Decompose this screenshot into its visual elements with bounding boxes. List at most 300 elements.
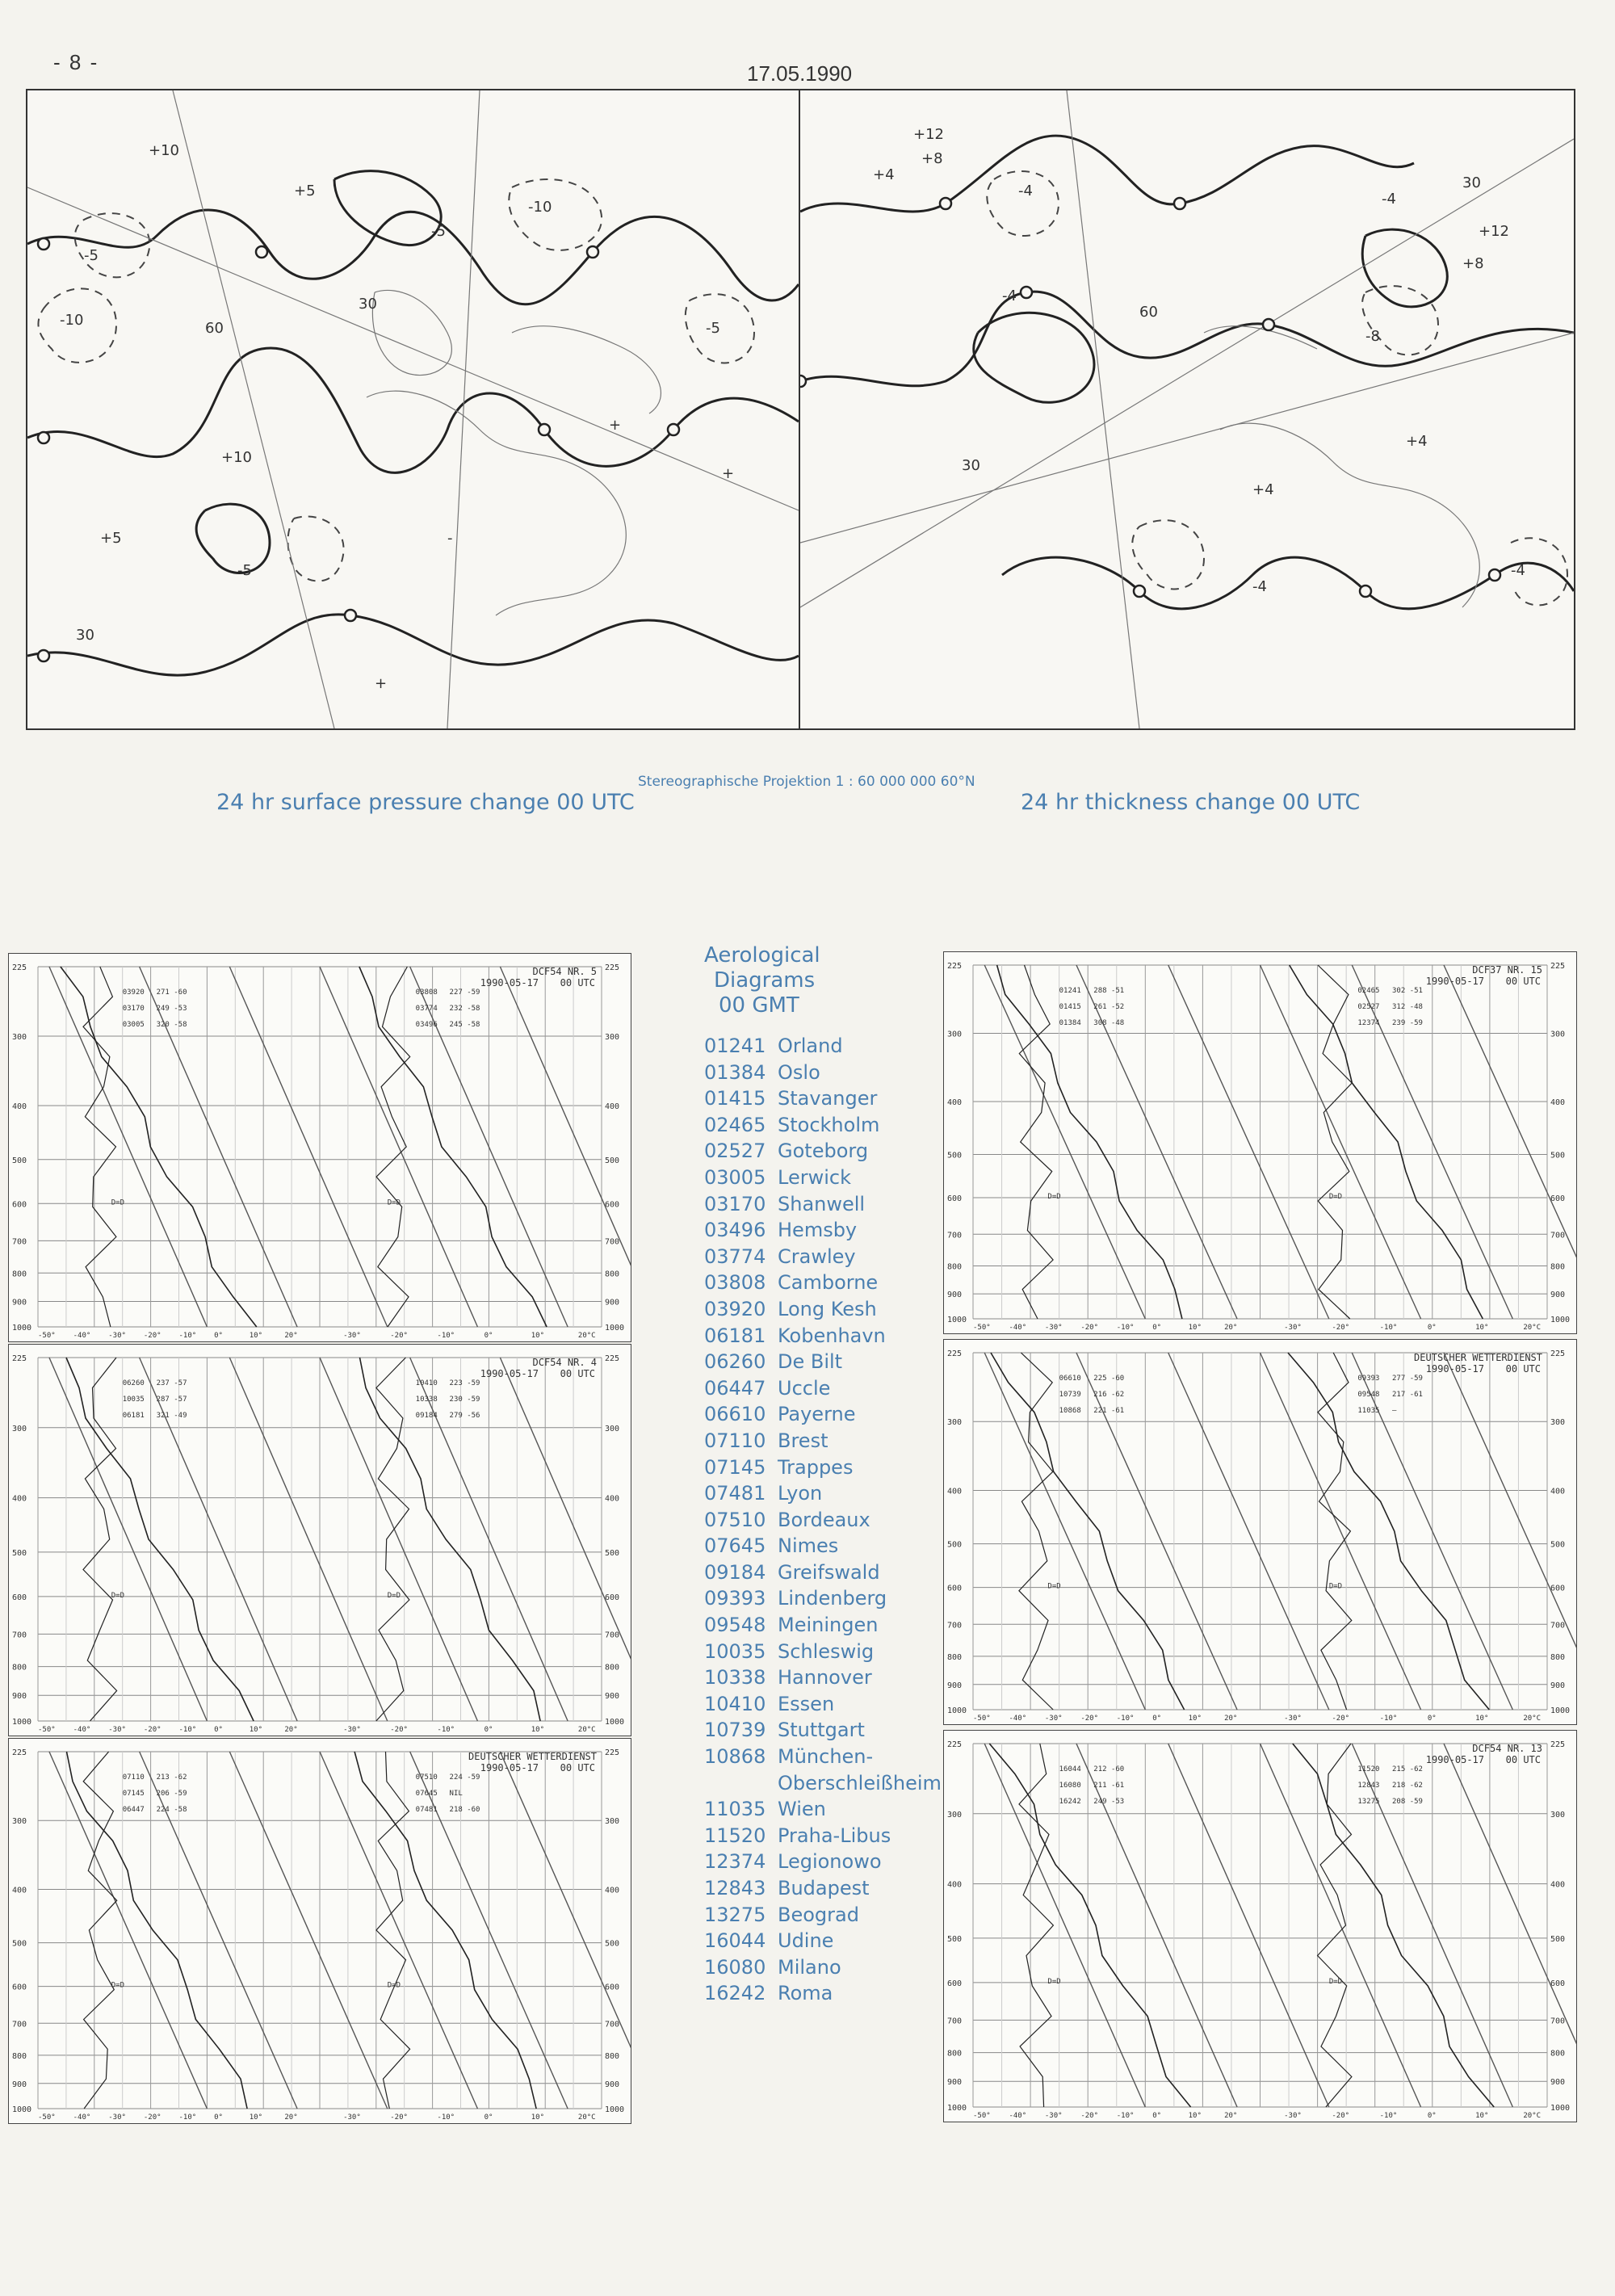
pressure-level-label: 700 xyxy=(12,2020,27,2029)
pressure-level-label: 900 xyxy=(605,1298,620,1308)
pressure-level-label: 300 xyxy=(947,1810,963,1820)
pressure-level-label: 1000 xyxy=(605,1324,625,1333)
station-row xyxy=(704,1428,946,1454)
pressure-level-label: 900 xyxy=(947,1681,963,1690)
station-name: Greifswald xyxy=(778,1560,880,1584)
svg-text:60: 60 xyxy=(205,320,224,337)
station-value-label: 287 -57 xyxy=(156,1396,187,1404)
temperature-label: 20° xyxy=(284,1332,298,1340)
temperature-label: 10° xyxy=(1475,1715,1489,1723)
temperature-label: -50° xyxy=(38,1332,56,1340)
temperature-label: -30° xyxy=(343,1332,361,1340)
station-code-label: 10739 xyxy=(1059,1391,1081,1399)
svg-text:+5: +5 xyxy=(294,183,316,199)
pressure-level-label: 700 xyxy=(605,2020,620,2029)
station-value-label: 308 -48 xyxy=(1093,1019,1125,1027)
station-code: 03774 xyxy=(704,1245,766,1268)
station-name: Nimes xyxy=(778,1534,839,1558)
station-code-label: 03496 xyxy=(415,1021,438,1029)
pressure-level-label: 800 xyxy=(947,1652,963,1662)
diagram-date: 1990-05-17 xyxy=(1425,976,1484,987)
station-value-label: — xyxy=(1392,1407,1397,1415)
pressure-level-label: 225 xyxy=(947,962,963,971)
dew-point-label: D=D xyxy=(111,1981,125,1990)
station-code-label: 12374 xyxy=(1357,1019,1380,1027)
station-code: 06181 xyxy=(704,1324,766,1347)
dew-point-label: D=D xyxy=(111,1592,125,1600)
station-code: 07645 xyxy=(704,1534,766,1558)
station-value-label: 249 -53 xyxy=(1093,1798,1125,1806)
temperature-label: 10° xyxy=(1188,2112,1202,2120)
station-name: Stavanger xyxy=(778,1087,878,1110)
station-value-label: 237 -57 xyxy=(156,1379,187,1387)
pressure-level-label: 400 xyxy=(947,1880,963,1890)
temperature-label: -10° xyxy=(178,1726,197,1734)
temperature-label: -30° xyxy=(1284,1715,1302,1723)
pressure-level-label: 900 xyxy=(947,2078,963,2088)
temperature-label: -10° xyxy=(1116,1324,1135,1332)
station-row xyxy=(704,1612,946,1639)
aerological-diagram-5 xyxy=(943,1339,1577,1725)
svg-text:-4: -4 xyxy=(1511,562,1525,579)
pressure-level-label: 800 xyxy=(605,2051,620,2061)
pressure-level-label: 500 xyxy=(1550,1934,1566,1944)
temperature-label: -20° xyxy=(143,2113,162,2122)
temperature-label: -50° xyxy=(973,1324,991,1332)
temperature-label: -10° xyxy=(1379,1715,1398,1723)
station-code: 13275 xyxy=(704,1903,766,1926)
pressure-level-label: 300 xyxy=(12,1033,27,1043)
diagram-date: 1990-05-17 xyxy=(480,1368,539,1379)
temperature-label: -20° xyxy=(1332,1324,1350,1332)
temperature-label: 20° xyxy=(284,2113,298,2122)
station-code-label: 03808 xyxy=(415,988,438,997)
svg-text:-4: -4 xyxy=(1252,578,1267,595)
pressure-level-label: 800 xyxy=(1550,1652,1566,1662)
station-row xyxy=(704,1138,946,1165)
diagram-date: 1990-05-17 xyxy=(480,977,539,988)
temperature-label: -10° xyxy=(1116,2112,1135,2120)
station-name: Roma xyxy=(778,1982,833,2005)
station-value-label: 206 -59 xyxy=(156,1790,187,1798)
station-row xyxy=(704,1875,946,1902)
pressure-level-label: 400 xyxy=(1550,1487,1566,1496)
pressure-level-label: 600 xyxy=(605,1593,620,1602)
dew-point-label: D=D xyxy=(387,1592,401,1600)
station-row xyxy=(704,1454,946,1481)
svg-text:30: 30 xyxy=(76,627,94,644)
diagram-date: 1990-05-17 xyxy=(480,1762,539,1773)
pressure-level-label: 1000 xyxy=(1550,1316,1571,1324)
station-code-label: 09548 xyxy=(1357,1391,1380,1399)
station-code xyxy=(704,1770,778,1797)
station-code-label: 06610 xyxy=(1059,1375,1081,1383)
station-code-label: 03774 xyxy=(415,1005,438,1013)
pressure-level-label: 400 xyxy=(1550,1098,1566,1107)
temperature-label: 20°C xyxy=(577,1332,596,1340)
surface-pressure-change-map xyxy=(26,89,800,730)
diagram-header: DEUTSCHER WETTERDIENST xyxy=(1414,1352,1542,1363)
pressure-level-label: 300 xyxy=(12,1424,27,1433)
pressure-level-label: 225 xyxy=(605,1748,620,1757)
station-code-label: 01415 xyxy=(1059,1003,1081,1011)
temperature-label: -10° xyxy=(437,2113,455,2122)
pressure-level-label: 300 xyxy=(605,1033,620,1043)
station-code: 07110 xyxy=(704,1429,766,1452)
svg-text:60: 60 xyxy=(1139,304,1158,321)
svg-text:+: + xyxy=(375,675,388,692)
svg-text:-10: -10 xyxy=(60,312,84,329)
pressure-level-label: 900 xyxy=(605,1692,620,1702)
pressure-level-label: 800 xyxy=(12,1663,27,1673)
station-value-label: NIL xyxy=(449,1790,463,1798)
station-code: 03808 xyxy=(704,1271,766,1295)
pressure-level-label: 225 xyxy=(605,963,620,972)
temperature-label: -20° xyxy=(1080,2112,1098,2120)
diagram-time-label: 00 UTC xyxy=(560,977,595,988)
temperature-label: -20° xyxy=(1080,1324,1098,1332)
svg-text:+4: +4 xyxy=(1252,481,1274,498)
station-name: Milano xyxy=(778,1955,841,1979)
temperature-label: -30° xyxy=(108,1726,126,1734)
temperature-label: -10° xyxy=(1379,1324,1398,1332)
station-row xyxy=(704,1375,946,1402)
pressure-level-label: 700 xyxy=(12,1631,27,1640)
svg-text:30: 30 xyxy=(359,296,377,313)
diagram-time-label: 00 UTC xyxy=(1505,1754,1541,1765)
station-code-label: 12843 xyxy=(1357,1782,1380,1790)
pressure-level-label: 900 xyxy=(12,1692,27,1702)
temperature-label: -40° xyxy=(73,1726,91,1734)
pressure-level-label: 1000 xyxy=(605,1718,625,1727)
temperature-label: -30° xyxy=(1044,1324,1063,1332)
pressure-level-label: 800 xyxy=(12,1270,27,1279)
station-name: Bordeaux xyxy=(778,1508,870,1531)
aerological-diagram-6 xyxy=(943,1730,1577,2122)
station-value-label: 321 -49 xyxy=(156,1412,187,1420)
temperature-label: 0° xyxy=(214,1726,223,1734)
pressure-level-label: 225 xyxy=(12,1354,27,1363)
pressure-level-label: 600 xyxy=(947,1584,963,1593)
dew-point-label: D=D xyxy=(111,1198,125,1207)
station-value-label: 261 -52 xyxy=(1093,1003,1125,1011)
station-row xyxy=(704,1928,946,1954)
temperature-label: 0° xyxy=(214,2113,223,2122)
temperature-label: -20° xyxy=(390,1726,408,1734)
station-value-label: 215 -62 xyxy=(1392,1765,1423,1773)
station-name: Wien xyxy=(778,1798,826,1821)
diagram-time-label: 00 UTC xyxy=(1505,976,1541,987)
thickness-change-map xyxy=(799,89,1575,730)
station-row xyxy=(704,1270,946,1296)
station-code: 12843 xyxy=(704,1877,766,1899)
station-name: Stockholm xyxy=(778,1113,880,1136)
surface-pressure-caption: 24 hr surface pressure change 00 UTC xyxy=(216,790,635,815)
station-row xyxy=(704,1480,946,1507)
temperature-label: 10° xyxy=(1475,2112,1489,2120)
station-name: Brest xyxy=(778,1429,828,1452)
temperature-label: 10° xyxy=(531,1332,545,1340)
station-code: 01415 xyxy=(704,1087,766,1110)
pressure-level-label: 225 xyxy=(1550,1349,1566,1358)
pressure-level-label: 500 xyxy=(12,1548,27,1558)
aerological-title xyxy=(704,943,946,1018)
station-value-label: 279 -56 xyxy=(449,1412,480,1420)
station-name: Budapest xyxy=(778,1877,870,1899)
station-row xyxy=(704,1033,946,1060)
pressure-level-label: 900 xyxy=(1550,1681,1566,1690)
station-code-label: 01384 xyxy=(1059,1019,1081,1027)
station-code: 02465 xyxy=(704,1113,766,1136)
pressure-level-label: 400 xyxy=(1550,1880,1566,1890)
station-row xyxy=(704,1507,946,1534)
station-code-label: 10338 xyxy=(415,1396,438,1404)
station-code: 10868 xyxy=(704,1745,766,1769)
station-code: 07145 xyxy=(704,1455,766,1479)
temperature-label: -50° xyxy=(973,2112,991,2120)
station-code-label: 10410 xyxy=(415,1379,438,1387)
pressure-level-label: 1000 xyxy=(947,1706,967,1715)
station-row xyxy=(704,1165,946,1191)
page-date: 17.05.1990 xyxy=(747,61,853,86)
temperature-label: -10° xyxy=(437,1726,455,1734)
diagram-date: 1990-05-17 xyxy=(1425,1754,1484,1765)
temperature-label: -50° xyxy=(38,1726,56,1734)
station-code: 03170 xyxy=(704,1192,766,1215)
station-name: De Bilt xyxy=(778,1350,843,1374)
diagram-header: DCF54 NR. 5 xyxy=(532,966,597,977)
temperature-label: -30° xyxy=(343,1726,361,1734)
station-name: Trappes xyxy=(778,1455,854,1479)
station-code-label: 06181 xyxy=(122,1412,145,1420)
svg-text:-: - xyxy=(447,530,453,547)
page-number: - 8 - xyxy=(53,50,99,74)
aerological-title-line1: Aerological xyxy=(704,943,820,968)
temperature-label: 20°C xyxy=(577,1726,596,1734)
pressure-level-label: 225 xyxy=(12,963,27,972)
temperature-label: 20°C xyxy=(1523,1324,1542,1332)
pressure-level-label: 500 xyxy=(947,1540,963,1550)
pressure-level-label: 400 xyxy=(947,1487,963,1496)
aerological-diagram-4 xyxy=(943,951,1577,1334)
aerological-title-line3: 00 GMT xyxy=(719,993,799,1018)
station-row xyxy=(704,1664,946,1691)
temperature-label: -20° xyxy=(143,1726,162,1734)
temperature-label: -40° xyxy=(1009,2112,1027,2120)
station-code: 09548 xyxy=(704,1614,766,1637)
station-code: 10035 xyxy=(704,1639,766,1663)
station-value-label: 218 -62 xyxy=(1392,1782,1423,1790)
temperature-label: -30° xyxy=(108,2113,126,2122)
station-name: Kobenhavn xyxy=(778,1324,886,1347)
pressure-level-label: 400 xyxy=(12,1102,27,1112)
pressure-level-label: 400 xyxy=(605,1886,620,1895)
station-code-label: 13275 xyxy=(1357,1798,1380,1806)
svg-text:+4: +4 xyxy=(873,166,895,183)
svg-text:-10: -10 xyxy=(528,199,552,216)
station-row xyxy=(704,1401,946,1428)
pressure-level-label: 300 xyxy=(1550,1030,1566,1039)
station-code-label: 01241 xyxy=(1059,987,1081,995)
pressure-level-label: 500 xyxy=(605,1548,620,1558)
station-row xyxy=(704,1744,946,1770)
station-code-label: 06260 xyxy=(122,1379,145,1387)
temperature-label: 0° xyxy=(484,2113,493,2122)
station-value-label: 211 -61 xyxy=(1093,1782,1125,1790)
temperature-label: 0° xyxy=(1152,1324,1162,1332)
pressure-level-label: 600 xyxy=(947,1979,963,1988)
temperature-label: -40° xyxy=(1009,1715,1027,1723)
svg-text:+: + xyxy=(609,417,622,434)
svg-text:-5: -5 xyxy=(84,247,99,264)
station-code-label: 11035 xyxy=(1357,1407,1380,1415)
temperature-label: 0° xyxy=(484,1726,493,1734)
pressure-level-label: 600 xyxy=(605,1983,620,1992)
pressure-level-label: 500 xyxy=(1550,1151,1566,1161)
pressure-level-label: 225 xyxy=(947,1740,963,1749)
svg-text:-5: -5 xyxy=(237,562,252,579)
svg-text:-5: -5 xyxy=(431,223,446,240)
station-row xyxy=(704,1585,946,1612)
station-value-label: 239 -59 xyxy=(1392,1019,1423,1027)
station-code: 16080 xyxy=(704,1955,766,1979)
station-code: 16044 xyxy=(704,1929,766,1953)
diagram-time-label: 00 UTC xyxy=(560,1762,595,1773)
station-code-label: 10035 xyxy=(122,1396,145,1404)
station-code: 01241 xyxy=(704,1035,766,1057)
pressure-level-label: 800 xyxy=(947,2049,963,2059)
diagram-date: 1990-05-17 xyxy=(1425,1363,1484,1375)
pressure-level-label: 500 xyxy=(12,1156,27,1165)
station-row xyxy=(704,1085,946,1112)
station-row xyxy=(704,1823,946,1849)
pressure-level-label: 700 xyxy=(1550,1621,1566,1631)
station-value-label: 216 -62 xyxy=(1093,1391,1125,1399)
svg-text:-4: -4 xyxy=(1382,191,1396,208)
station-name: Lindenberg xyxy=(778,1587,887,1610)
temperature-label: 20° xyxy=(1224,2112,1238,2120)
svg-text:+: + xyxy=(722,465,735,482)
pressure-level-label: 400 xyxy=(605,1102,620,1112)
pressure-level-label: 1000 xyxy=(1550,1706,1571,1715)
temperature-label: -40° xyxy=(1009,1324,1027,1332)
temperature-label: 0° xyxy=(1152,2112,1162,2120)
temperature-label: -30° xyxy=(1284,1324,1302,1332)
pressure-level-label: 400 xyxy=(12,1886,27,1895)
svg-text:+12: +12 xyxy=(1479,223,1509,240)
dew-point-label: D=D xyxy=(1047,1193,1061,1202)
station-row xyxy=(704,1244,946,1270)
svg-text:-8: -8 xyxy=(1365,328,1380,345)
pressure-level-label: 700 xyxy=(605,1631,620,1640)
diagram-time-label: 00 UTC xyxy=(1505,1363,1541,1375)
temperature-label: -30° xyxy=(1284,2112,1302,2120)
temperature-label: -20° xyxy=(1332,1715,1350,1723)
station-name: Lerwick xyxy=(778,1165,851,1189)
station-code: 03920 xyxy=(704,1297,766,1320)
dew-point-label: D=D xyxy=(1047,1582,1061,1591)
pressure-level-label: 300 xyxy=(12,1817,27,1827)
station-name: Beograd xyxy=(778,1903,859,1926)
station-row xyxy=(704,1112,946,1139)
pressure-level-label: 600 xyxy=(12,1200,27,1210)
pressure-level-label: 225 xyxy=(947,1349,963,1358)
pressure-level-label: 800 xyxy=(12,2051,27,2061)
pressure-level-label: 800 xyxy=(1550,2049,1566,2059)
temperature-label: -20° xyxy=(390,1332,408,1340)
temperature-label: -10° xyxy=(178,1332,197,1340)
temperature-label: 0° xyxy=(1152,1715,1162,1723)
pressure-level-label: 800 xyxy=(605,1270,620,1279)
aerological-title-line2: Diagrams xyxy=(714,968,816,993)
station-value-label: 218 -60 xyxy=(449,1806,480,1814)
station-row xyxy=(704,1691,946,1718)
pressure-level-label: 1000 xyxy=(12,1718,32,1727)
station-name: Oslo xyxy=(778,1060,820,1084)
station-value-label: 230 -59 xyxy=(449,1396,480,1404)
station-code: 10410 xyxy=(704,1692,766,1715)
station-code: 06610 xyxy=(704,1403,766,1426)
pressure-level-label: 300 xyxy=(605,1817,620,1827)
station-code: 11520 xyxy=(704,1824,766,1847)
pressure-level-label: 600 xyxy=(12,1983,27,1992)
temperature-label: -30° xyxy=(1044,2112,1063,2120)
station-value-label: 213 -62 xyxy=(156,1773,187,1782)
station-value-label: 320 -58 xyxy=(156,1021,187,1029)
svg-text:+5: +5 xyxy=(100,530,122,547)
dew-point-label: D=D xyxy=(1328,1978,1343,1986)
temperature-label: 20°C xyxy=(1523,1715,1542,1723)
temperature-label: 20° xyxy=(1224,1715,1238,1723)
station-value-label: 312 -48 xyxy=(1392,1003,1423,1011)
pressure-level-label: 500 xyxy=(947,1934,963,1944)
station-name: Hemsby xyxy=(778,1219,858,1242)
pressure-level-label: 1000 xyxy=(12,2105,32,2114)
station-name: München- xyxy=(778,1745,874,1769)
station-code: 01384 xyxy=(704,1060,766,1084)
aerological-station-list xyxy=(704,943,946,2007)
temperature-label: -20° xyxy=(1080,1715,1098,1723)
aerological-diagram-2 xyxy=(8,1344,631,1736)
pressure-level-label: 900 xyxy=(947,1291,963,1300)
station-row xyxy=(704,1639,946,1665)
station-code-label: 07645 xyxy=(415,1790,438,1798)
station-code: 12374 xyxy=(704,1850,766,1874)
temperature-label: 0° xyxy=(1427,1715,1437,1723)
pressure-level-label: 400 xyxy=(947,1098,963,1107)
pressure-level-label: 900 xyxy=(12,1298,27,1308)
pressure-level-label: 225 xyxy=(1550,1740,1566,1749)
station-name: Hannover xyxy=(778,1666,872,1689)
pressure-level-label: 1000 xyxy=(1550,2104,1571,2113)
station-row xyxy=(704,1980,946,2007)
pressure-level-label: 225 xyxy=(605,1354,620,1363)
temperature-label: 0° xyxy=(1427,2112,1437,2120)
pressure-level-label: 600 xyxy=(1550,1584,1566,1593)
station-name: Shanwell xyxy=(778,1192,866,1215)
station-code-label: 02465 xyxy=(1357,987,1380,995)
station-name: Oberschleißheim xyxy=(778,1771,942,1794)
temperature-label: 10° xyxy=(1475,1324,1489,1332)
temperature-label: 0° xyxy=(1427,1324,1437,1332)
station-value-label: 271 -60 xyxy=(156,988,187,997)
diagram-header: DEUTSCHER WETTERDIENST xyxy=(468,1751,597,1762)
pressure-level-label: 300 xyxy=(947,1030,963,1039)
station-row xyxy=(704,1217,946,1244)
station-name: Lyon xyxy=(778,1482,823,1505)
pressure-level-label: 700 xyxy=(1550,2017,1566,2026)
pressure-level-label: 300 xyxy=(1550,1418,1566,1428)
